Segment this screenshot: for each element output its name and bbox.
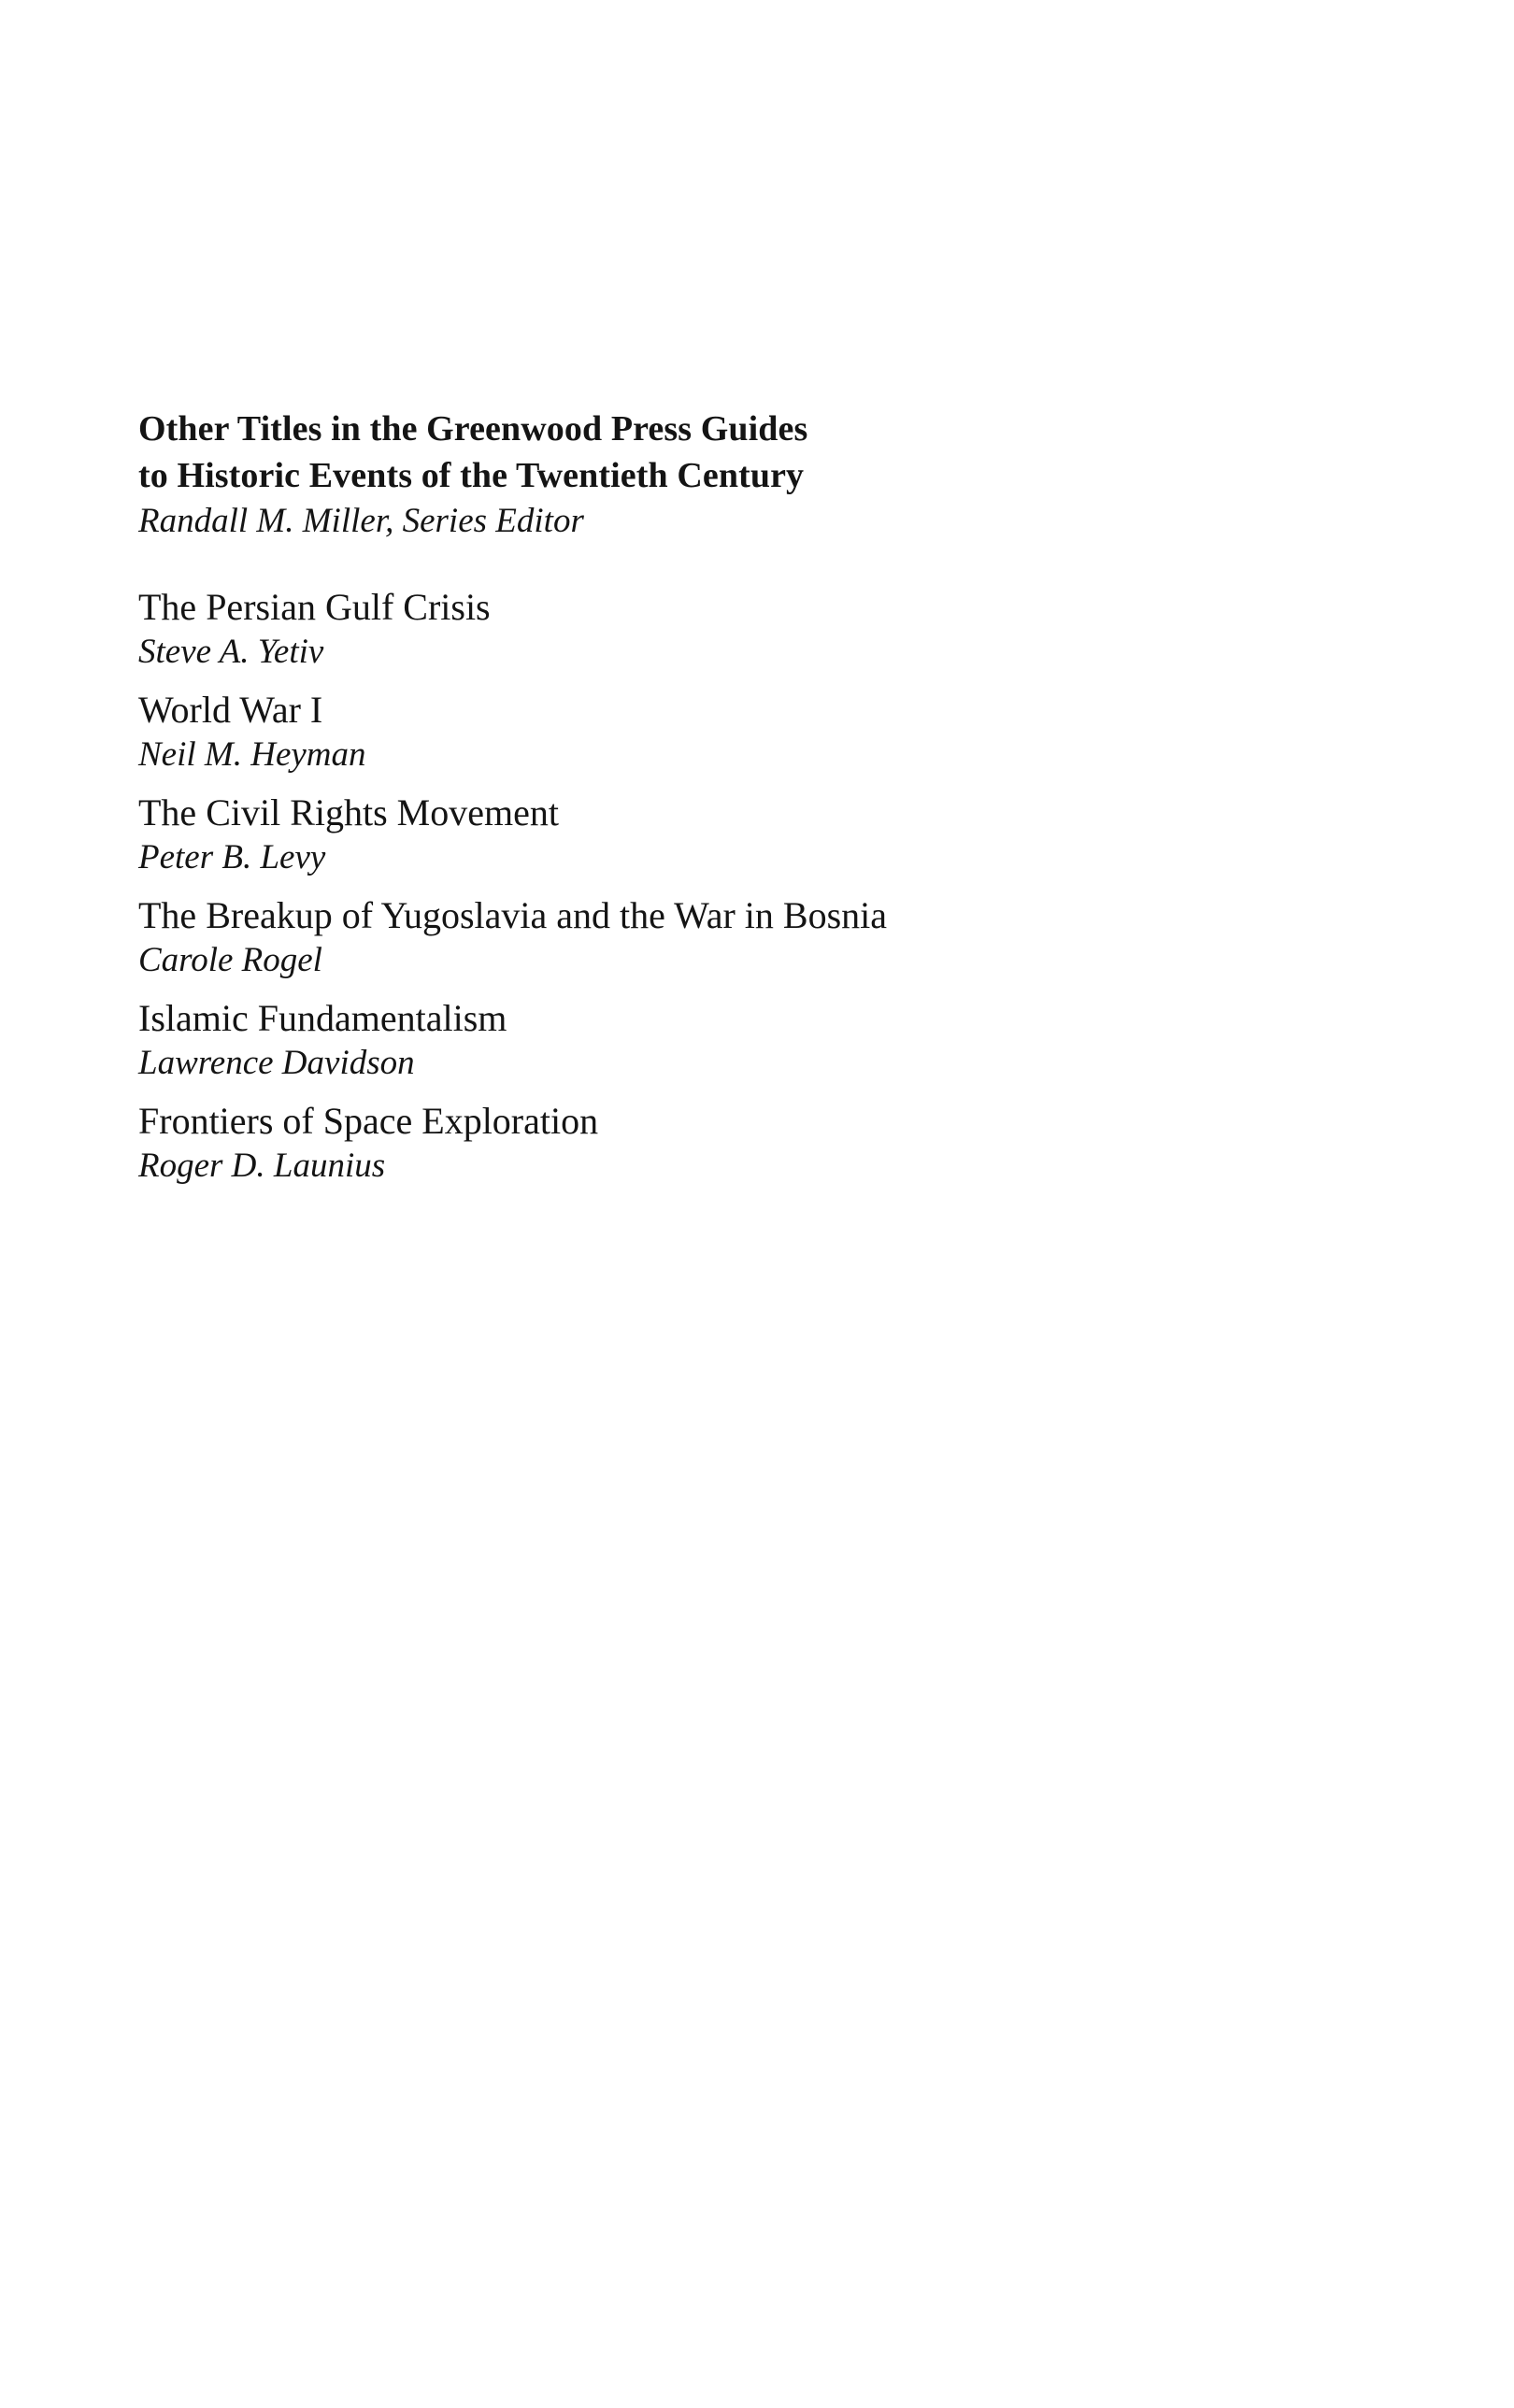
book-title: The Civil Rights Movement	[138, 791, 559, 834]
other-titles-list	[138, 583, 1353, 1200]
series-heading	[138, 406, 1353, 499]
book-title: World War I	[138, 689, 323, 731]
book-title: Islamic Fundamentalism	[138, 997, 507, 1039]
series-editor: Randall M. Miller, Series Editor	[138, 502, 584, 540]
book-title: Frontiers of Space Exploration	[138, 1100, 599, 1142]
book-title: The Breakup of Yugoslavia and the War in Bosnia	[138, 894, 888, 936]
list-item	[138, 994, 1353, 1085]
book-author: Peter B. Levy	[138, 838, 326, 876]
list-item	[138, 686, 1353, 777]
book-author: Lawrence Davidson	[138, 1044, 415, 1082]
book-author: Steve A. Yetiv	[138, 633, 324, 671]
list-item	[138, 1097, 1353, 1188]
list-item	[138, 789, 1353, 879]
series-heading-line-1: Other Titles in the Greenwood Press Guides	[138, 409, 808, 449]
series-header	[138, 406, 1353, 544]
list-item	[138, 891, 1353, 982]
series-heading-line-2: to Historic Events of the Twentieth Century	[138, 456, 805, 495]
book-author: Carole Rogel	[138, 941, 322, 979]
book-title: The Persian Gulf Crisis	[138, 586, 491, 628]
list-item	[138, 583, 1353, 674]
book-author: Neil M. Heyman	[138, 735, 366, 774]
book-author: Roger D. Launius	[138, 1147, 386, 1185]
